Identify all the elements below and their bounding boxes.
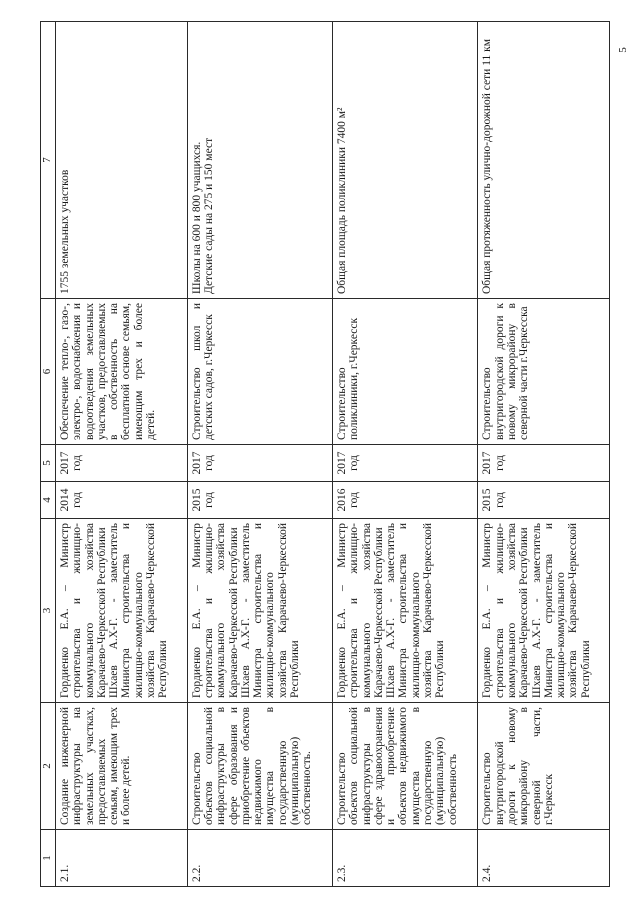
rotated-page [40, 22, 610, 887]
executor-deputy: Шхаев А.Х-Г. - заместитель Министра строительства и жилищно-коммунального хозяйства Карачаево-Черкесской Республики [108, 523, 170, 698]
column-header: 1 [41, 830, 56, 887]
end-year-cell: 2017 год [332, 445, 477, 482]
indicator-line: Общая протяженность улично-дорожной сети 11 км [481, 38, 494, 294]
result-cell: Строительство школ и детских садов, г.Черкесск [187, 299, 332, 445]
indicator-cell [478, 22, 610, 299]
executor-deputy: Шхаев А.Х-Г. - заместитель Министра строительства и жилищно-коммунального хозяйства Карачаево-Черкесской Республики [530, 523, 592, 698]
executor-deputy: Шхаев А.Х-Г. - заместитель Министра строительства и жилищно-коммунального хозяйства Карачаево-Черкесской Республики [385, 523, 447, 698]
start-year-cell: 2014 год [56, 482, 188, 519]
executors-cell [187, 519, 332, 703]
executor-deputy: Шхаев А.Х-Г. - заместитель Министра строительства и жилищно-коммунального хозяйства Карачаево-Черкесской Республики [239, 523, 301, 698]
page-number: 5 [616, 47, 629, 53]
measure-cell: Строительство объектов социальной инфраструктуры в сфере здравоохранения и приобретение объектов недвижимого имущества в государственную (муниципальную) собственность [332, 703, 477, 830]
column-number-row [41, 22, 56, 887]
row-number: 2.3. [332, 830, 477, 887]
row-number: 2.1. [56, 830, 188, 887]
executors-cell [332, 519, 477, 703]
executor-minister: Гордиенко Е.А. – Министр строительства и жилищно-коммунального хозяйства Карачаево-Черкесской Республики [59, 523, 108, 698]
column-header: 4 [41, 482, 56, 519]
result-cell: Строительство поликлиники, г.Черкесск [332, 299, 477, 445]
table-row [332, 22, 477, 887]
measure-cell: Строительство объектов социальной инфраструктуры в сфере образования и приобретение объектов недвижимого имущества в государственную (муниципальную) собственность. [187, 703, 332, 830]
end-year-cell: 2017 год [56, 445, 188, 482]
executor-minister: Гордиенко Е.А. – Министр строительства и жилищно-коммунального хозяйства Карачаево-Черкесской Республики [481, 523, 531, 698]
indicator-line: Школы на 600 и 800 учащихся. [190, 141, 203, 294]
end-year-cell: 2017 год [187, 445, 332, 482]
result-cell: Строительство внутригородской дороги к новому микрорайону в северной части г.Черкесска [478, 299, 610, 445]
column-header: 6 [41, 299, 56, 445]
end-year-cell: 2017 год [478, 445, 610, 482]
executors-cell [56, 519, 188, 703]
row-number: 2.2. [187, 830, 332, 887]
column-header: 3 [41, 519, 56, 703]
table-row [187, 22, 332, 887]
executor-minister: Гордиенко Е.А. – Министр строительства и жилищно-коммунального хозяйства Карачаево-Черкесской Республики [190, 523, 240, 698]
table-row [478, 22, 610, 887]
indicator-cell [56, 22, 188, 299]
column-header: 7 [41, 22, 56, 299]
executors-cell [478, 519, 610, 703]
start-year-cell: 2015 год [478, 482, 610, 519]
indicator-cell [332, 22, 477, 299]
indicator-line: 1755 земельных участков [59, 169, 71, 294]
measure-cell: Строительство внутригородской дороги к новому микрорайону в северной части, г.Черкесск [478, 703, 610, 830]
indicator-line: Детские сады на 275 и 150 мест [202, 137, 215, 294]
result-cell: Обеспечение тепло-, газо-, электро-, водоснабжения и водоотведения земельных участков, предоставляемых в собственность на бесплатной основе семьям, имеющим трех и более детей. [56, 299, 188, 445]
row-number: 2.4. [478, 830, 610, 887]
start-year-cell: 2015 год [187, 482, 332, 519]
table-row [56, 22, 188, 887]
column-header: 5 [41, 445, 56, 482]
measure-cell: Создание инженерной инфраструктуры на земельных участках, предоставляемых семьям, имеющим трех и более детей. [56, 703, 188, 830]
indicator-line: Общая площадь поликлиники 7400 м² [335, 107, 348, 294]
executor-minister: Гордиенко Е.А. – Министр строительства и жилищно-коммунального хозяйства Карачаево-Черкесской Республики [335, 523, 385, 698]
indicator-cell [187, 22, 332, 299]
column-header: 2 [41, 703, 56, 830]
start-year-cell: 2016 год [332, 482, 477, 519]
program-table [40, 21, 610, 887]
